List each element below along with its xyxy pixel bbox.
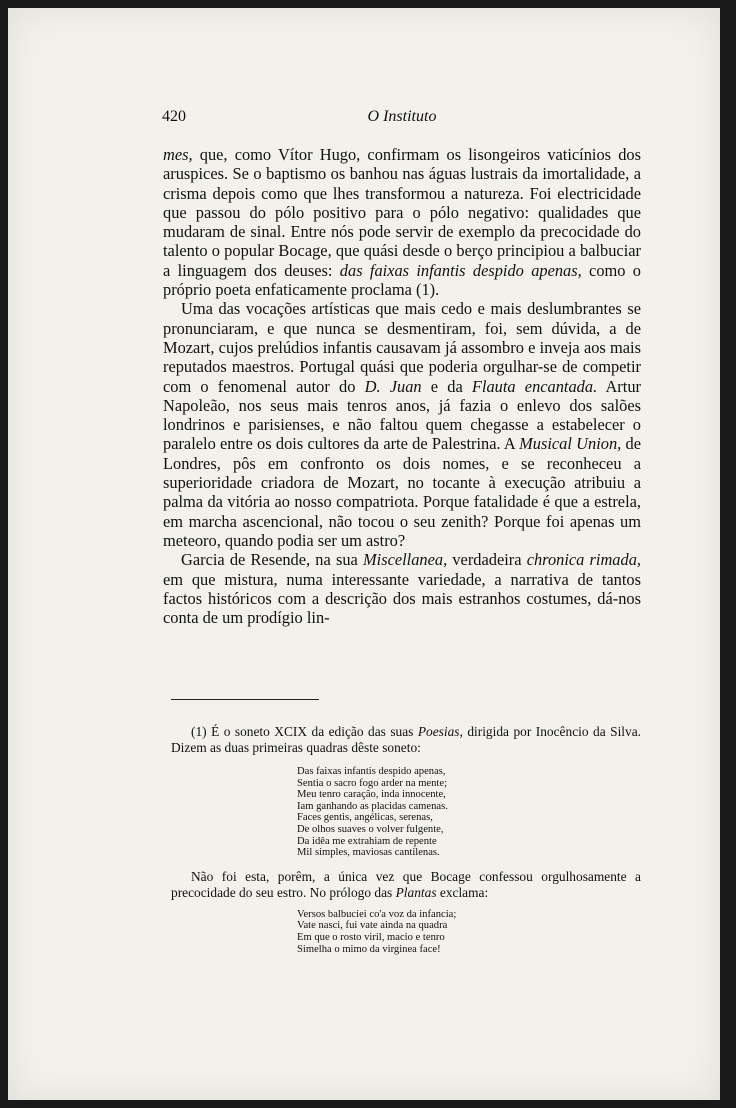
paragraph-2-text-d: de Londres, pôs em confronto os dois nomes, e se reconheceu a superioridade criadora de Mozart, no tocante à execução atribuiu a palma da vitória ao nosso compatriota. Porque fatalidade é que a estrela, em marcha ascencional, não tocou o seu zenith? Porque foi apenas um meteoro, quando podia ser um astro? xyxy=(163,434,641,550)
verse-line: Faces gentis, angélicas, serenas, xyxy=(297,812,433,824)
verse-line: Sentia o sacro fogo arder na mente; xyxy=(297,777,448,789)
verse-line: Da idêa me extrahiam de repente xyxy=(297,835,437,847)
italic-plantas: Plantas xyxy=(395,884,437,900)
paragraph-3-text-a: Garcia de Resende, na sua xyxy=(181,550,363,570)
paragraph-1 xyxy=(163,145,641,299)
body-text xyxy=(163,145,641,627)
footnote-rule xyxy=(171,699,319,700)
paragraph-2-text-c: Artur Napoleão, nos seus mais tenros anos, já fazia o enlevo dos salões londrinos e parisienses, e não faltou quem chegasse a estabelecer o paralelo entre os dois cultores da arte de Palestrina. A xyxy=(163,376,641,454)
verse-line: Iam ganhando as placidas camenas. xyxy=(297,800,448,812)
paragraph-1-end: como o próprio poeta enfaticamente proclama (1). xyxy=(163,260,641,300)
sonnet-quote xyxy=(297,766,641,859)
verse-line: Das faixas infantis despido apenas, xyxy=(297,766,446,777)
footnote-2-text-a: Não foi esta, porêm, a única vez que Bocage confessou orgulhosamente a precocidade do seu estro. No prólogo das xyxy=(171,868,641,900)
italic-don-juan: D. Juan xyxy=(364,376,422,396)
italic-poesias: Poesias, xyxy=(417,724,463,739)
italic-musical-union: Musical Union, xyxy=(519,434,622,454)
footnote-2 xyxy=(171,869,641,901)
paragraph-3-text-b: verdadeira xyxy=(447,550,527,570)
verse-line: De olhos suaves o volver fulgente, xyxy=(297,823,444,835)
footnotes xyxy=(171,724,641,965)
paragraph-3-text-c: em que mistura, numa interessante variedade, a narrativa de tantos factos históricos com a descrição dos mais estranhos costumes, dá-nos conta de um prodígio lin- xyxy=(163,569,641,628)
verse-line: Simelha o mimo da virginea face! xyxy=(297,943,441,955)
running-head xyxy=(162,108,642,132)
paragraph-1-text: que, como Vítor Hugo, confirmam os lisongeiros vaticínios dos aruspices. Se o baptismo os banhou nas águas lustrais da imortalidade, a crisma depois como que lhes transformou a natureza. Foi electricidade que passou do pólo positivo para o pólo negativo: qualidades que mudaram de sinal. Entre nós pode servir de exemplo da precocidade do talento o popular Bocage, que quási desde o berço principiou a balbuciar a linguagem dos deuses: xyxy=(163,145,641,280)
verse-line: Vate nasci, fui vate ainda na quadra xyxy=(297,920,448,932)
paragraph-2-text-a: Uma das vocações artísticas que mais cedo e mais deslumbrantes se pronunciaram, e que nunca se desmentiram, foi, sem dúvida, a de Mozart, cujos prelúdios infantis causavam já assombro e inveja aos mais reputados maestros. Portugal quási que poderia orgulhar-se de competir com o fenomenal autor do xyxy=(163,299,641,396)
paragraph-2-text-b: e da xyxy=(421,376,472,396)
italic-miscellanea: Miscellanea, xyxy=(362,550,448,570)
italic-chronica: chronica rimada, xyxy=(526,550,641,570)
italic-quote: das faixas infantis despido apenas, xyxy=(339,260,582,280)
running-title: O Instituto xyxy=(367,108,437,125)
footnote-2-text-b: exclama: xyxy=(436,884,489,900)
verse-line: Versos balbuciei co'a voz da infancia; xyxy=(297,908,457,920)
verse-line: Mil simples, maviosas cantilenas. xyxy=(297,847,440,859)
footnote-1-text-b: dirigida por Inocêncio da Silva. Dizem as duas primeiras quadras dêste soneto: xyxy=(171,724,641,755)
plantas-quote xyxy=(297,909,641,955)
italic-flauta: Flauta encantada. xyxy=(471,376,598,396)
italic-word: mes, xyxy=(163,145,193,164)
page-number: 420 xyxy=(162,108,186,125)
footnote-1 xyxy=(171,724,641,756)
footnote-1-text-a: (1) É o soneto XCIX da edição das suas xyxy=(191,724,418,739)
paragraph-2 xyxy=(163,299,641,550)
verse-line: Em que o rosto viril, macio e tenro xyxy=(297,931,445,943)
paragraph-3 xyxy=(163,550,641,627)
verse-line: Meu tenro caração, inda innocente, xyxy=(297,789,446,801)
book-page xyxy=(8,8,720,1100)
